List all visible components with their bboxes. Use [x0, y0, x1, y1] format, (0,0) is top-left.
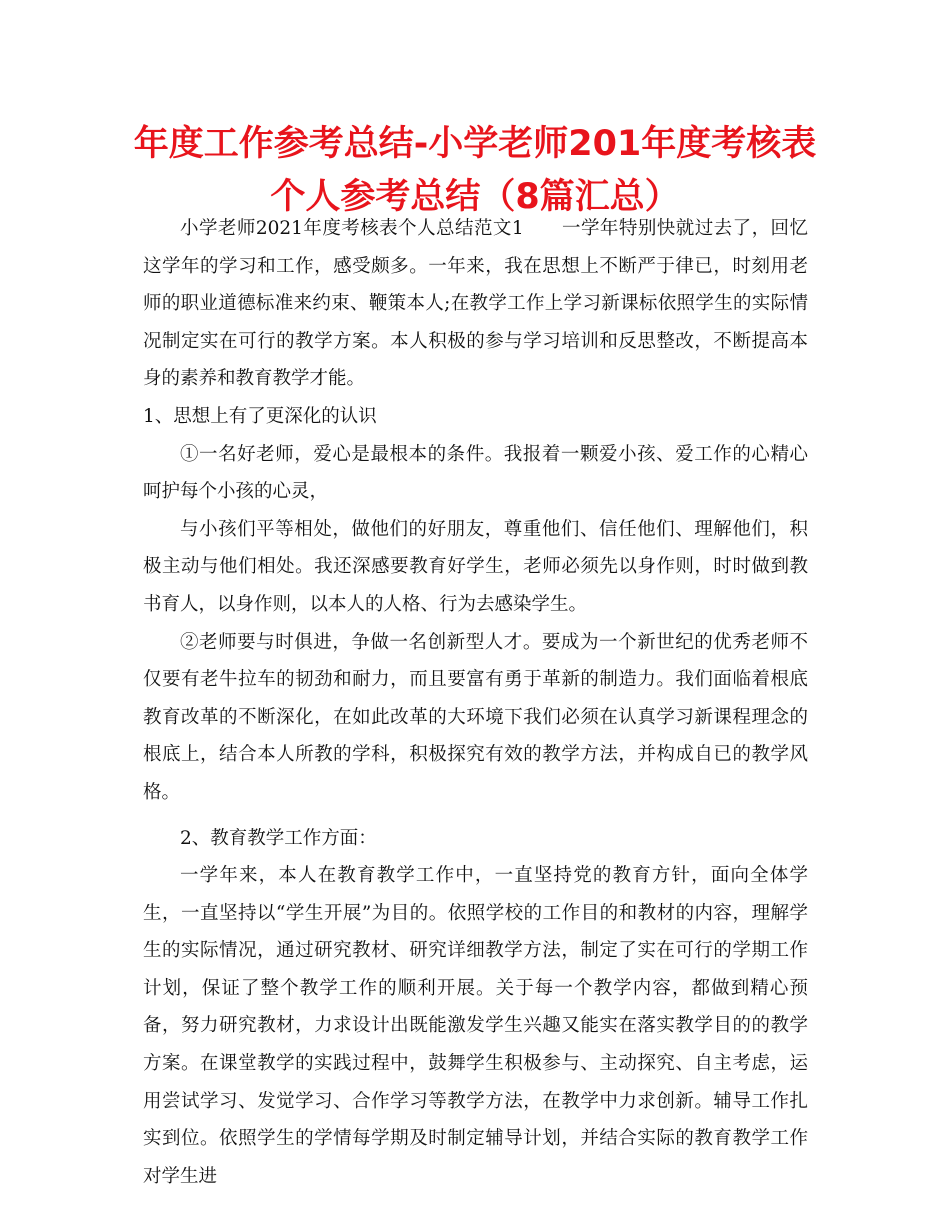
section-heading-2: 2、教育教学工作方面： [180, 827, 377, 849]
paragraph-point-1-continued: 与小孩们平等相处，做他们的好朋友，尊重他们、信任他们、理解他们，积极主动与他们相处。我还深感要教育好学生，老师必须先以身作则，时时做到教书育人，以身作则，以本人的人格、行为去感染学生。 [143, 518, 808, 615]
paragraph-point-1: ①一名好老师，爱心是最根本的条件。我报着一颗爱小孩、爱工作的心精心呵护每个小孩的心灵， [143, 443, 808, 503]
section-heading-1: 1、思想上有了更深化的认识 [143, 405, 377, 427]
paragraph-point-2: ②老师要与时俱进，争做一名创新型人才。要成为一个新世纪的优秀老师不仅要有老牛拉车的韧劲和耐力，而且要富有勇于革新的制造力。我们面临着根底教育改革的不断深化，在如此改革的大环境下我们必须在认真学习新课程理念的根底上，结合本人所教的学科，积极探究有效的教学方法，并构成自已的教学风格。 [143, 631, 808, 803]
document-title: 年度工作参考总结-小学老师201年度考核表个人参考总结（8篇汇总） [133, 124, 817, 217]
paragraph-teaching-work: 一学年来，本人在教育教学工作中，一直坚持党的教育方针，面向全体学生，一直坚持以“学生开展”为目的。依照学校的工作目的和教材的内容，理解学生的实际情况，通过研究教材、研究详细教学方法，制定了实在可行的学期工作计划，保证了整个教学工作的顺利开展。关于每一个教学内容，都做到精心预备，努力研究教材，力求设计出既能激发学生兴趣又能实在落实教学目的的教学方案。在课堂教学的实践过程中，鼓舞学生积极参与、主动探究、自主考虑，运用尝试学习、发觉学习、合作学习等教学方法，在教学中力求创新。辅导工作扎实到位。依照学生的学情每学期及时制定辅导计划，并结合实际的教育教学工作对学生进 [143, 865, 808, 1187]
document-body [143, 210, 808, 1195]
paragraph-intro: 小学老师2021年度考核表个人总结范文1 一学年特别快就过去了，回忆这学年的学习和工作，感受颇多。一年来，我在思想上不断严于律已，时刻用老师的职业道德标准来约束、鞭策本人;在教学工作上学习新课标依照学生的实际情况制定实在可行的教学方案。本人积极的参与学习培训和反思整改，不断提高本身的素养和教育教学才能。 [143, 218, 808, 390]
